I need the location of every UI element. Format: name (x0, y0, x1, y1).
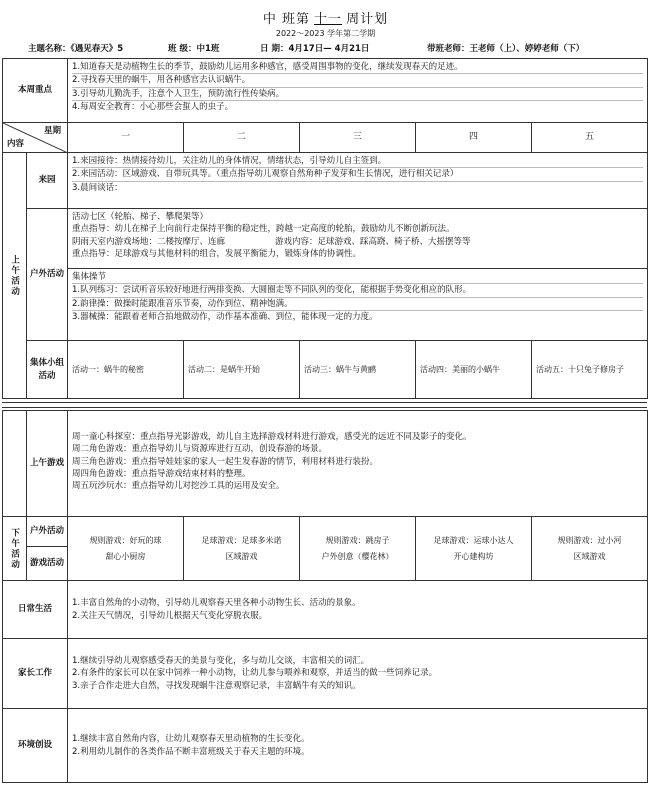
environment-content (68, 709, 648, 783)
afternoon-label: 下午活动 (3, 517, 27, 581)
parent-work-label: 家长工作 (3, 639, 68, 709)
page-title (0, 8, 651, 27)
group-activity-4: 活动四：美丽的小蜗牛 (416, 341, 532, 399)
teachers: 带班老师：王老师（上）、婷婷老师（下） (427, 44, 585, 54)
group-activity-2: 活动二：是蜗牛开始 (184, 341, 300, 399)
afternoon-activity-4: 足球游戏：运球小达人 开心建构坊 (416, 517, 532, 581)
parent-work-content (68, 639, 648, 709)
day-tuesday: 二 (184, 123, 300, 153)
exercise-line: 3.器械操：能跟着老师合拍地做动作，动作基本准确、到位，能体现一定的力度。 (72, 311, 378, 322)
game-item: 周二角色游戏：重点指导幼儿与资源库进行互动，创设春游的场景。 (72, 444, 328, 455)
daily-item: 1.丰富自然角的小动物，引导幼儿观察春天里各种小动物生长、活动的景象。 (72, 598, 361, 609)
exercise-line: 集体操节 (72, 271, 643, 284)
outdoor-label: 户外活动 (27, 209, 68, 341)
title-suffix: 周计划 (346, 12, 389, 27)
game-label: 上午游戏 (27, 411, 68, 517)
focus-item: 1.知道春天是动植物生长的季节，鼓励幼儿运用多种感官，感受周围事物的变化，继续发现春天的足迹。 (72, 61, 643, 74)
date-range: 日 期：4月17日— 4月21日 (260, 44, 370, 54)
afternoon-activity-1: 规则游戏：好玩的球 甜心小厨房 (68, 517, 184, 581)
afternoon-activity-3: 规则游戏：跳房子 户外创意（樱花林） (300, 517, 416, 581)
theme-name: 主题名称：《遇见春天》5 (28, 44, 124, 54)
arrival-content (68, 153, 648, 209)
environment-item: 1.继续丰富自然角内容，让幼儿观察春天里动植物的生长变化。 (72, 734, 310, 745)
term-label: 2022～2023 学年第二学期 (275, 29, 376, 38)
afternoon-outdoor-label: 户外活动 (27, 517, 68, 547)
focus-item: 4.每周安全教育：小心那些会蜇人的虫子。 (72, 101, 234, 112)
class-info: 班 级：中1班 (168, 44, 220, 54)
page-separator (2, 402, 647, 408)
plan-table-bottom (2, 410, 648, 783)
group-activity-5: 活动五：十只兔子修房子 (532, 341, 648, 399)
focus-label: 本周重点 (3, 59, 68, 123)
arrival-item: 3.晨间谈话： (72, 182, 123, 193)
parent-item: 3.亲子合作走进大自然，寻找发现蜗牛注意观察记录，丰富蜗牛有关的知识。 (72, 680, 361, 691)
corner-weekday: 星期 (44, 126, 62, 136)
group-activity-1: 活动一：蜗牛的秘密 (68, 341, 184, 399)
daily-life-label: 日常生活 (3, 581, 68, 639)
outdoor-line: 重点指导：足球游戏与其他材料的组合，发展平衡能力，锻炼身体的协调性。 (72, 248, 362, 259)
week-number: 十一 (314, 12, 343, 27)
arrival-item: 1.来园接待：热情接待幼儿，关注幼儿的身体情况，情绪状态，引导幼儿自主签到。 (72, 155, 643, 168)
focus-content (68, 59, 648, 123)
day-friday: 五 (532, 123, 648, 153)
day-header-corner (3, 123, 68, 153)
exercise-line: 2.韵律操：做操时能跟准音乐节奏，动作到位、精神饱满。 (72, 298, 643, 311)
afternoon-game-label: 游戏活动 (27, 547, 68, 581)
daily-item: 2.关注天气情况，引导幼儿根据天气变化穿脱衣服。 (72, 610, 268, 621)
game-item: 周五玩沙玩水：重点指导幼儿对挖沙工具的运用及安全。 (72, 481, 285, 492)
group-activity-label: 集体小组活动 (27, 341, 68, 399)
environment-label: 环境创设 (3, 709, 68, 783)
game-content (68, 411, 648, 517)
outdoor-block-1 (68, 209, 648, 269)
outdoor-line: 重点指导：幼儿在梯子上向前行走保持平衡的稳定性，跨越一定高度的轮胎，鼓励幼儿不断创新玩法。 (72, 224, 455, 235)
parent-item: 2.有条件的家长可以在家中饲养一种小动物，让幼儿参与喂养和观察，并适当的做一些饲养记录。 (72, 668, 438, 679)
arrival-label: 来园 (27, 153, 68, 209)
game-item: 周四角色游戏：重点指导游戏结束材料的整理。 (72, 468, 251, 479)
outdoor-line: 活动七区（轮胎、梯子、攀爬架等） (72, 212, 209, 222)
game-item: 周一童心科探室：重点指导光影游戏，幼儿自主选择游戏材料进行游戏，感受光的远近不同及影子的变化。 (72, 432, 472, 442)
corner-content: 内容 (7, 138, 25, 149)
morning-label: 上午活动 (3, 153, 27, 399)
group-activity-3: 活动三：蜗牛与黄鹂 (300, 341, 416, 399)
exercise-line: 1.队列练习：尝试听音乐较好地进行两排变换、大圆圈走等不同队列的变化，能根据手势变化相应的队形。 (72, 284, 643, 297)
day-wednesday: 三 (300, 123, 416, 153)
day-thursday: 四 (416, 123, 532, 153)
environment-item: 2.利用幼儿制作的各类作品不断丰富班级关于春天主题的环境。 (72, 746, 310, 757)
class-name: 中 班第 (262, 12, 311, 27)
focus-item: 2.寻找春天里的蜗牛，用各种感官去认识蜗牛。 (72, 74, 643, 87)
outdoor-block-2 (68, 269, 648, 341)
afternoon-activity-5: 规则游戏：过小河 区域游戏 (532, 517, 648, 581)
arrival-item: 2.来园活动：区域游戏、自带玩具等。（重点指导幼儿观察自然角种子发芽和生长情况，进行相关记录） (72, 168, 643, 181)
rainy-day-line: 阴雨天室内游戏场地：二楼按摩厅、连廊 游戏内容：足球游戏、踩高跷、椅子桥、大摇摆等等 (72, 236, 471, 247)
parent-item: 1.继续引导幼儿观察感受春天的美景与变化，多与幼儿交谈，丰富相关的词汇。 (72, 656, 370, 667)
focus-item: 3.引导幼儿勤洗手，注意个人卫生，预防流行性传染病。 (72, 88, 643, 101)
game-item: 周三角色游戏：重点指导娃娃家的家人一起生发春游的情节，利用材料进行装扮。 (72, 456, 379, 467)
plan-table-top (2, 58, 648, 399)
day-monday: 一 (68, 123, 184, 153)
daily-life-content (68, 581, 648, 639)
afternoon-activity-2: 足球游戏：足球多米诺 区域游戏 (184, 517, 300, 581)
